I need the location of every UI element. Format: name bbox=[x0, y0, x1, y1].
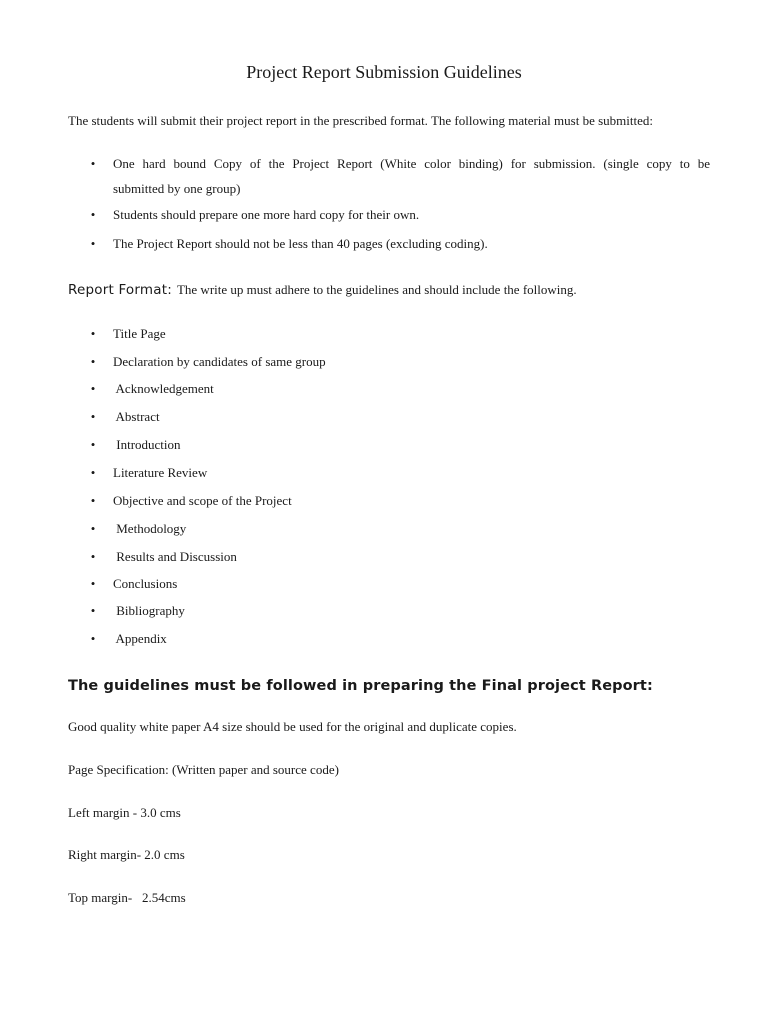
list-item-text: Conclusions bbox=[113, 576, 178, 591]
bullet-icon: • bbox=[90, 465, 96, 480]
report-format-label: Report Format: bbox=[68, 282, 172, 298]
list-item-text: Bibliography bbox=[113, 603, 185, 618]
page-specification: Page Specification: (Written paper and source code) bbox=[68, 762, 339, 777]
intro-paragraph: The students will submit their project report in the prescribed format. The following material must be submitted: bbox=[68, 113, 653, 128]
bullet-icon: • bbox=[90, 603, 96, 618]
list-item-text: Objective and scope of the Project bbox=[113, 493, 292, 508]
bullet-icon: • bbox=[90, 156, 96, 171]
guidelines-heading: The guidelines must be followed in preparing the Final project Report: bbox=[68, 678, 653, 694]
left-margin-spec: Left margin - 3.0 cms bbox=[68, 805, 181, 820]
list-item-text: One hard bound Copy of the Project Report (White color binding) for submission. (single copy to be bbox=[113, 156, 710, 171]
bullet-icon: • bbox=[90, 437, 96, 452]
report-format-text: The write up must adhere to the guidelines and should include the following. bbox=[176, 282, 577, 297]
list-item-text: submitted by one group) bbox=[113, 181, 241, 196]
list-item-text: Title Page bbox=[113, 326, 166, 341]
bullet-icon: • bbox=[90, 409, 96, 424]
list-item-text: Literature Review bbox=[113, 465, 208, 480]
list-item-text: Appendix bbox=[113, 631, 167, 646]
list-item-text: Students should prepare one more hard copy for their own. bbox=[113, 207, 420, 222]
bullet-icon: • bbox=[90, 326, 96, 341]
list-item-text: Methodology bbox=[113, 521, 187, 536]
bullet-icon: • bbox=[90, 576, 96, 591]
bullet-icon: • bbox=[90, 521, 96, 536]
right-margin-spec: Right margin- 2.0 cms bbox=[68, 847, 185, 862]
page-title: Project Report Submission Guidelines bbox=[246, 62, 522, 82]
list-item-text: Acknowledgement bbox=[113, 381, 214, 396]
list-item-text: Results and Discussion bbox=[113, 549, 237, 564]
top-margin-spec: Top margin- 2.54cms bbox=[68, 890, 186, 905]
bullet-icon: • bbox=[90, 631, 96, 646]
list-item-text: The Project Report should not be less than 40 pages (excluding coding). bbox=[113, 236, 488, 251]
list-item-text: Declaration by candidates of same group bbox=[113, 354, 326, 369]
bullet-icon: • bbox=[90, 236, 96, 251]
bullet-icon: • bbox=[90, 381, 96, 396]
paper-note: Good quality white paper A4 size should be used for the original and duplicate copies. bbox=[68, 719, 517, 734]
report-format-line bbox=[68, 280, 713, 300]
bullet-icon: • bbox=[90, 493, 96, 508]
bullet-icon: • bbox=[90, 549, 96, 564]
bullet-icon: • bbox=[90, 207, 96, 222]
list-item-text: Introduction bbox=[113, 437, 181, 452]
list-item-text: Abstract bbox=[113, 409, 160, 424]
bullet-icon: • bbox=[90, 354, 96, 369]
